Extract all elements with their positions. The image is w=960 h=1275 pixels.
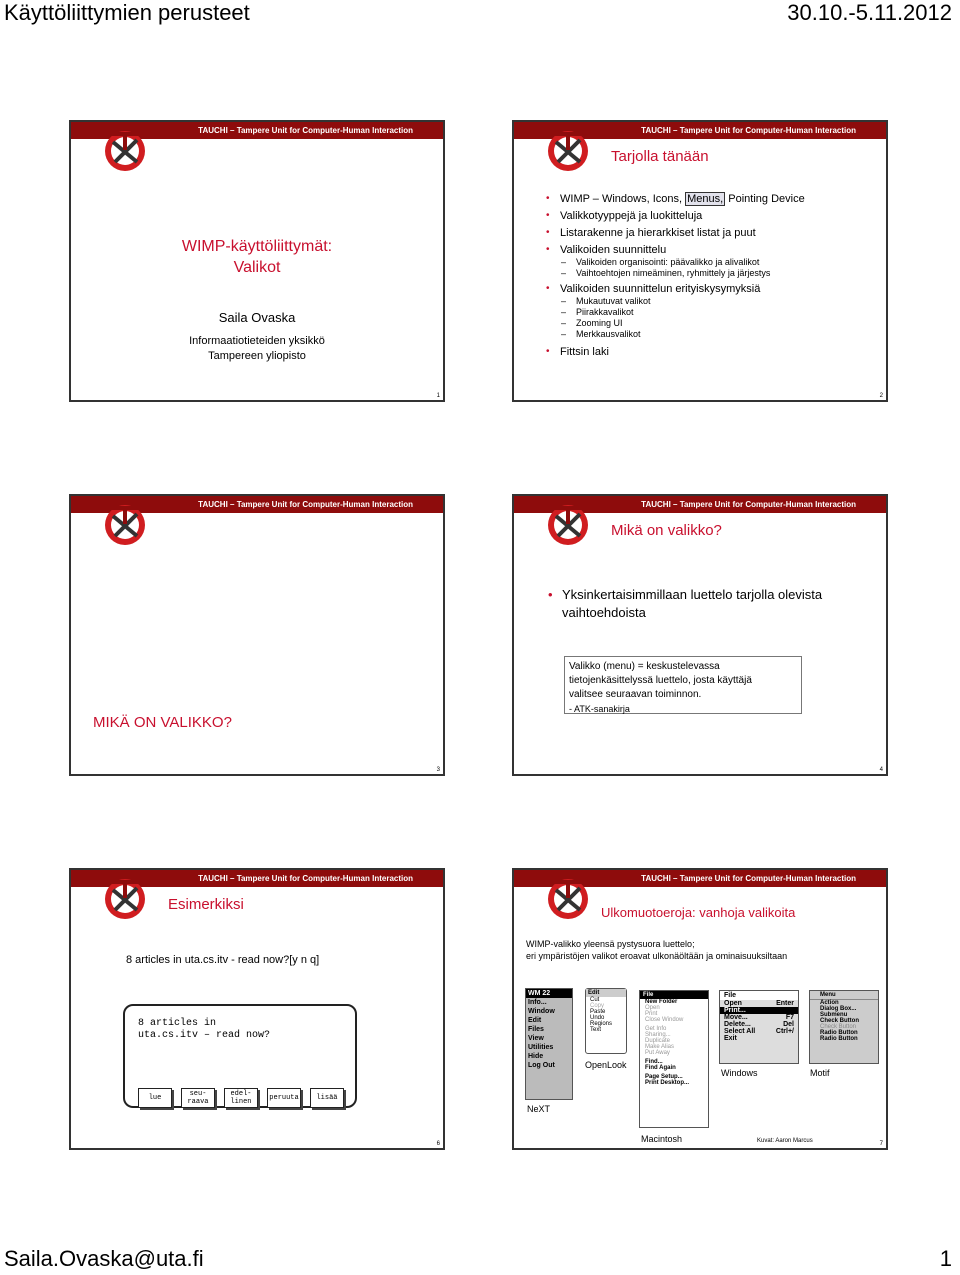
bullet-item: • Fittsin laki bbox=[546, 346, 876, 358]
slide-1-institution: Informaatiotieteiden yksikkö Tampereen yliopisto bbox=[189, 335, 325, 362]
tauchi-logo-icon bbox=[103, 124, 147, 172]
slide-1 bbox=[69, 120, 445, 402]
slide-1-title: WIMP-käyttöliittymät: Valikot bbox=[181, 238, 333, 276]
slide-number: 1 bbox=[436, 393, 440, 399]
label-openlook: OpenLook bbox=[585, 1060, 627, 1070]
tauchi-logo-icon bbox=[546, 872, 590, 920]
menu-button-seuraava: seu- raava bbox=[181, 1088, 215, 1108]
slide-4 bbox=[512, 494, 888, 776]
slide-banner: TAUCHI – Tampere Unit for Computer-Human Interaction bbox=[71, 496, 443, 513]
sub-bullet-item: – Zooming UI bbox=[546, 318, 876, 328]
macintosh-menu-image: File New Folder Open Print Close Window Get Info Sharing... Duplicate Make Alias Put Away Find... Find Again Page Setup... Print Desktop... bbox=[639, 990, 709, 1128]
windows-menu-image: File Open Enter Print... Move... F7 Delete... Del Select All Ctrl+/ Exit bbox=[719, 990, 799, 1064]
slide-2-bullets bbox=[546, 188, 876, 358]
motif-menu-image: Menu Action Dialog Box... Submenu Check Button Check Button Radio Button Radio Button bbox=[809, 990, 879, 1064]
tauchi-logo-icon bbox=[103, 872, 147, 920]
sub-bullet-item: – Merkkausvalikot bbox=[546, 329, 876, 339]
slide-banner: TAUCHI – Tampere Unit for Computer-Human Interaction bbox=[71, 870, 443, 887]
definition-box: Valikko (menu) = keskustelevassa tietojenkäsittelyssä luettelo, josta käyttäjä valitsee seuraavan toiminnon. - ATK-sanakirja bbox=[564, 656, 802, 714]
sub-bullet-item: – Valikoiden organisointi: päävalikko ja alivalikot bbox=[546, 257, 876, 267]
bullet-item: • Valikkotyyppejä ja luokitteluja bbox=[546, 210, 876, 222]
page-header-date: 30.10.-5.11.2012 bbox=[787, 0, 952, 25]
page-header-title: Käyttöliittymien perusteet bbox=[4, 0, 250, 25]
menu-button-lisaa: lisää bbox=[310, 1088, 344, 1108]
openlook-menu-image: Edit Cut Copy Paste Undo Regions Text bbox=[585, 988, 627, 1054]
label-next: NeXT bbox=[527, 1104, 551, 1114]
menu-button-edellinen: edel- linen bbox=[224, 1088, 258, 1108]
slide-4-bullet: • Yksinkertaisimmillaan luettelo tarjolla olevista vaihtoehdoista bbox=[548, 586, 862, 622]
tauchi-logo-icon bbox=[546, 498, 590, 546]
slide-6 bbox=[512, 868, 888, 1150]
bullet-wimp: • WIMP – Windows, Icons, Menus, Pointing Device bbox=[546, 193, 876, 205]
slide-6-description: WIMP-valikko yleensä pystysuora luettelo; eri ympäristöjen valikot eroavat ulkonäöltään ja ominaisuuksiltaan bbox=[526, 939, 788, 961]
slide-number: 4 bbox=[879, 767, 883, 773]
slide-1-author: Saila Ovaska bbox=[218, 310, 296, 325]
tauchi-logo-icon bbox=[103, 498, 147, 546]
slide-3 bbox=[69, 494, 445, 776]
slide-number: 3 bbox=[436, 767, 440, 773]
bullet-item: • Valikoiden suunnittelun erityiskysymyksiä bbox=[546, 283, 876, 295]
sub-bullet-item: – Piirakkavalikot bbox=[546, 307, 876, 317]
slide-number: 6 bbox=[436, 1141, 440, 1147]
slide-4-title: Mikä on valikko? bbox=[611, 522, 722, 539]
slide-5 bbox=[69, 868, 445, 1150]
label-motif: Motif bbox=[810, 1068, 830, 1078]
slide-number: 2 bbox=[879, 393, 883, 399]
tauchi-logo-icon bbox=[546, 124, 590, 172]
image-credit: Kuvat: Aaron Marcus bbox=[757, 1138, 813, 1144]
page-footer-email: Saila.Ovaska@uta.fi bbox=[4, 1246, 204, 1271]
slide-5-title: Esimerkiksi bbox=[168, 896, 244, 913]
slide-2-title: Tarjolla tänään bbox=[611, 148, 709, 165]
slide-banner: TAUCHI – Tampere Unit for Computer-Human Interaction bbox=[514, 122, 886, 139]
command-prompt-text: 8 articles in uta.cs.itv - read now?[y n q] bbox=[126, 954, 320, 966]
menu-button-peruuta: peruuta bbox=[267, 1088, 301, 1108]
next-menu-image: WM 22 Info... Window Edit Files View Utilities Hide Log Out bbox=[525, 988, 573, 1100]
sub-bullet-item: – Mukautuvat valikot bbox=[546, 296, 876, 306]
terminal-text: 8 articles in uta.cs.itv – read now? bbox=[138, 1018, 271, 1041]
slide-number: 7 bbox=[879, 1141, 883, 1147]
slide-6-title: Ulkomuotoeroja: vanhoja valikoita bbox=[601, 905, 796, 920]
bullet-item: • Listarakenne ja hierarkkiset listat ja puut bbox=[546, 227, 876, 239]
slide-3-heading: MIKÄ ON VALIKKO? bbox=[93, 714, 232, 731]
slide-2 bbox=[512, 120, 888, 402]
label-macintosh: Macintosh bbox=[641, 1134, 683, 1144]
sub-bullet-item: – Vaihtoehtojen nimeäminen, ryhmittely ja järjestys bbox=[546, 268, 876, 278]
slide-banner: TAUCHI – Tampere Unit for Computer-Human Interaction bbox=[514, 870, 886, 887]
slide-banner: TAUCHI – Tampere Unit for Computer-Human Interaction bbox=[71, 122, 443, 139]
slide-banner: TAUCHI – Tampere Unit for Computer-Human Interaction bbox=[514, 496, 886, 513]
menu-button-lue: lue bbox=[138, 1088, 172, 1108]
bullet-item: • Valikoiden suunnittelu bbox=[546, 244, 876, 256]
page-footer-number: 1 bbox=[939, 1246, 952, 1271]
label-windows: Windows bbox=[721, 1068, 758, 1078]
